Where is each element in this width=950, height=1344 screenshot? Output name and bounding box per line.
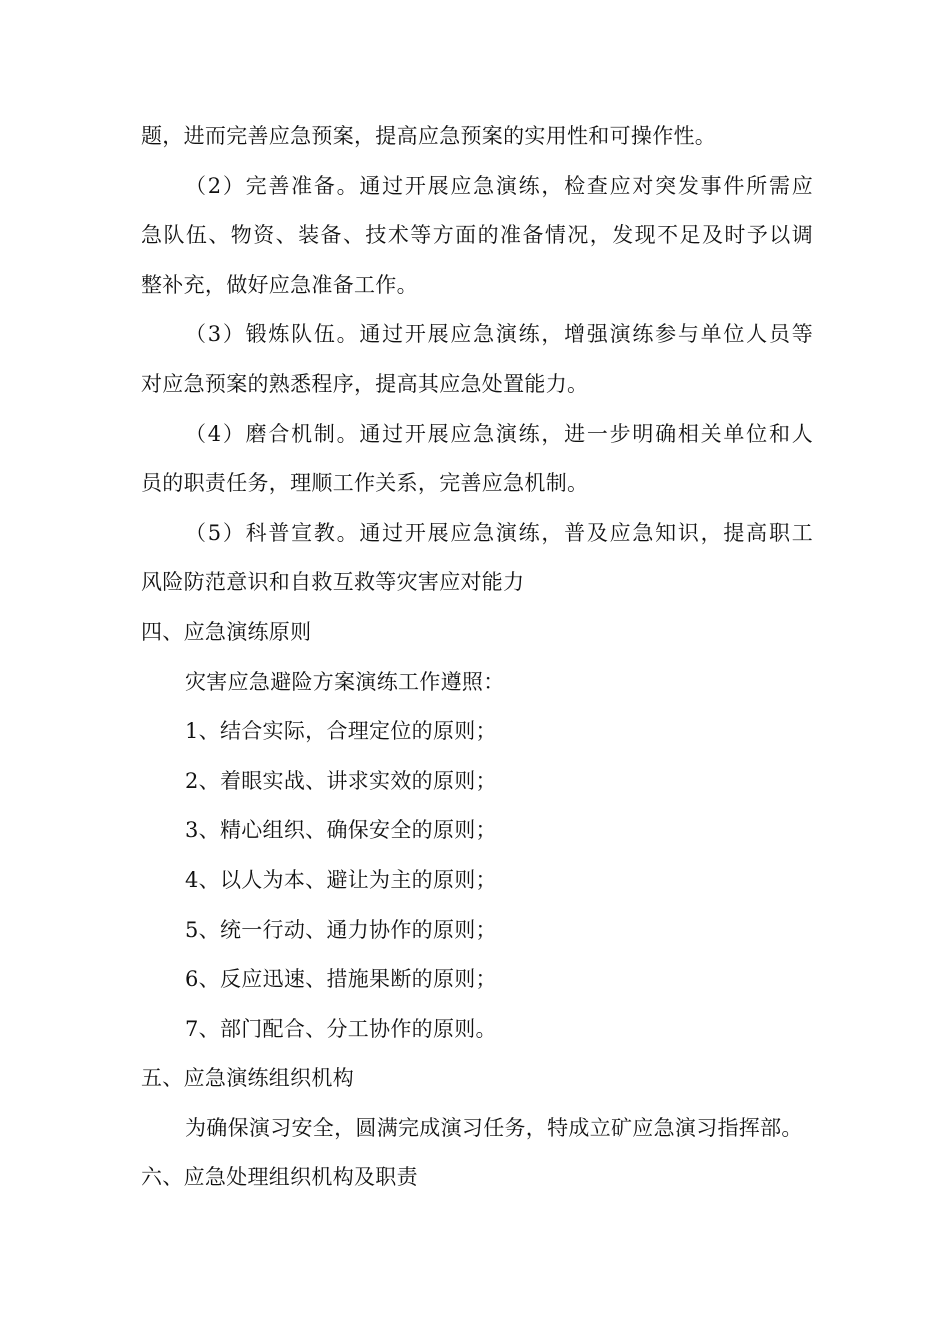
principle-item: 4、以人为本、避让为主的原则； (185, 867, 497, 892)
principle-item: 3、精心组织、确保安全的原则； (185, 818, 497, 843)
paragraph-line: 员的职责任务，理顺工作关系，完善应急机制。 (141, 471, 589, 496)
principle-item: 1、结合实际，合理定位的原则； (185, 719, 497, 744)
section-heading: 四、应急演练原则 (141, 619, 312, 644)
paragraph-line: 题，进而完善应急预案，提高应急预案的实用性和可操作性。 (141, 124, 717, 148)
paragraph-line: （3）锻炼队伍。通过开展应急演练，增强演练参与单位人员等 (185, 322, 813, 347)
principle-item: 6、反应迅速、措施果断的原则； (185, 967, 497, 992)
section-heading: 六、应急处理组织机构及职责 (141, 1165, 418, 1190)
paragraph-line: （5）科普宣教。通过开展应急演练，普及应急知识，提高职工 (185, 520, 813, 545)
paragraph-line: 急队伍、物资、装备、技术等方面的准备情况，发现不足及时予以调 (141, 223, 813, 248)
section-text: 为确保演习安全，圆满完成演习任务，特成立矿应急演习指挥部。 (185, 1115, 803, 1140)
principle-item: 2、着眼实战、讲求实效的原则； (185, 768, 497, 793)
section-intro: 灾害应急避险方案演练工作遵照： (185, 669, 505, 694)
paragraph-line: 对应急预案的熟悉程序，提高其应急处置能力。 (141, 371, 589, 396)
section-heading: 五、应急演练组织机构 (141, 1066, 354, 1091)
paragraph-line: （2）完善准备。通过开展应急演练，检查应对突发事件所需应 (185, 173, 813, 198)
principle-item: 7、部门配合、分工协作的原则。 (185, 1016, 497, 1041)
document-body (141, 112, 813, 1203)
paragraph-line: 风险防范意识和自救互救等灾害应对能力 (141, 570, 525, 595)
paragraph-line: 整补充，做好应急准备工作。 (141, 272, 418, 297)
principle-item: 5、统一行动、通力协作的原则； (185, 917, 497, 942)
paragraph-line: （4）磨合机制。通过开展应急演练，进一步明确相关单位和人 (185, 421, 813, 446)
